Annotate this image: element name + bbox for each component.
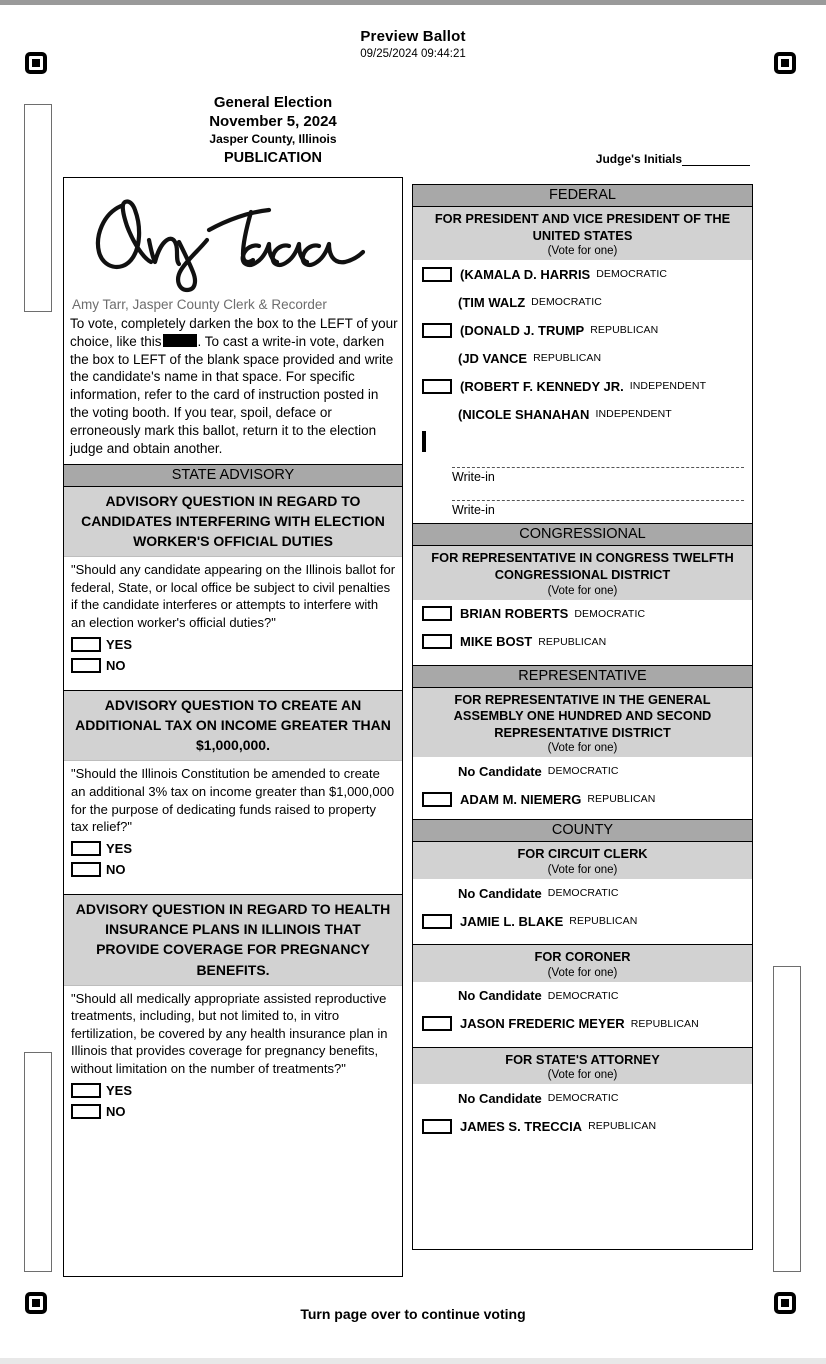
advisory-question-3-yes[interactable] bbox=[64, 1080, 402, 1101]
advisory-question-3-no[interactable] bbox=[64, 1101, 402, 1122]
candidate-party: REPUBLICAN bbox=[569, 915, 638, 927]
vote-box[interactable] bbox=[422, 267, 452, 282]
vote-box[interactable] bbox=[71, 862, 101, 877]
writein-slot-2[interactable] bbox=[413, 500, 752, 517]
spacer bbox=[413, 656, 752, 665]
candidate-row[interactable] bbox=[413, 785, 752, 813]
candidate-name: (KAMALA D. HARRIS bbox=[460, 266, 591, 282]
vote-box[interactable] bbox=[71, 658, 101, 673]
vote-for-circuit-clerk: (Vote for one) bbox=[413, 864, 752, 879]
page-bottom-edge bbox=[0, 1358, 826, 1364]
candidate-party: DEMOCRATIC bbox=[547, 887, 619, 899]
clerk-signature-block bbox=[64, 178, 402, 312]
preview-timestamp: 09/25/2024 09:44:21 bbox=[360, 48, 466, 60]
candidate-row[interactable] bbox=[413, 1112, 752, 1140]
judge-initials-rule[interactable] bbox=[682, 154, 750, 166]
spacer bbox=[64, 880, 402, 888]
candidate-party: REPUBLICAN bbox=[538, 635, 607, 648]
alignment-mark-top-right bbox=[774, 52, 796, 74]
choice-label: NO bbox=[106, 1103, 126, 1119]
contest-office-states-attorney: FOR STATE'S ATTORNEY bbox=[413, 1048, 752, 1070]
advisory-question-1-yes[interactable] bbox=[64, 634, 402, 655]
candidate-name: No Candidate bbox=[458, 763, 542, 779]
vote-box[interactable] bbox=[422, 914, 452, 929]
section-band-state-advisory: STATE ADVISORY bbox=[64, 464, 402, 487]
contest-office-coroner: FOR CORONER bbox=[413, 945, 752, 967]
candidate-name: JAMIE L. BLAKE bbox=[460, 913, 564, 929]
candidate-party: INDEPENDENT bbox=[629, 380, 707, 393]
candidate-name: No Candidate bbox=[458, 988, 542, 1004]
advisory-question-3-heading: ADVISORY QUESTION IN REGARD TO HEALTH INSURANCE PLANS IN ILLINOIS THAT PROVIDE COVERAGE FOR PREGNANCY BENEFITS. bbox=[64, 895, 402, 986]
judge-initials bbox=[596, 152, 750, 166]
choice-label: NO bbox=[106, 861, 126, 877]
clerk-signature-icon bbox=[83, 184, 383, 296]
candidate-row[interactable] bbox=[413, 907, 752, 935]
section-band-federal: FEDERAL bbox=[413, 185, 752, 207]
choice-label: YES bbox=[106, 636, 133, 652]
sample-filled-box-icon bbox=[163, 334, 197, 347]
contest-office-president: FOR PRESIDENT AND VICE PRESIDENT OF THE UNITED STATES bbox=[413, 207, 752, 245]
candidate-name: ADAM M. NIEMERG bbox=[460, 791, 582, 807]
section-band-county: COUNTY bbox=[413, 819, 752, 842]
timing-bar-left-lower bbox=[24, 1052, 52, 1272]
choice-label: YES bbox=[106, 840, 133, 856]
advisory-question-3-text: "Should all medically appropriate assisted reproductive treatments, including, but not limited to, in vitro fertilization, be covered by any health insurance plan in Illinois that provides coverage for pregnancy benefits, without limitation on the number of treatments?" bbox=[71, 990, 388, 1077]
candidate-party: REPUBLICAN bbox=[587, 793, 656, 806]
candidate-row[interactable] bbox=[413, 316, 752, 344]
candidate-name: (NICOLE SHANAHAN bbox=[458, 406, 590, 422]
candidate-row bbox=[413, 400, 752, 428]
advisory-question-2-heading: ADVISORY QUESTION TO CREATE AN ADDITIONAL TAX ON INCOME GREATER THAN $1,000,000. bbox=[64, 691, 402, 762]
candidate-row bbox=[413, 879, 752, 907]
writein-label: Write-in bbox=[452, 470, 495, 485]
advisory-question-2-no[interactable] bbox=[64, 859, 402, 880]
vote-box[interactable] bbox=[71, 1083, 101, 1098]
ballot-heading bbox=[63, 94, 753, 166]
vote-box[interactable] bbox=[422, 379, 452, 394]
section-band-representative: REPRESENTATIVE bbox=[413, 665, 752, 688]
instructions-text-part1: To vote, completely darken the box to the LEFT of your choice, like this bbox=[70, 316, 398, 349]
candidate-party: REPUBLICAN bbox=[590, 324, 659, 337]
preview-title: Preview Ballot bbox=[360, 28, 466, 45]
candidate-row[interactable] bbox=[413, 600, 752, 628]
advisory-question-2 bbox=[64, 691, 402, 888]
vote-box[interactable] bbox=[71, 841, 101, 856]
vote-box[interactable] bbox=[422, 606, 452, 621]
writein-line[interactable] bbox=[452, 500, 744, 501]
candidate-party: REPUBLICAN bbox=[588, 1120, 657, 1133]
election-date: November 5, 2024 bbox=[209, 113, 337, 130]
vote-box[interactable] bbox=[422, 792, 452, 807]
candidate-name: No Candidate bbox=[458, 1090, 542, 1106]
clerk-caption: Amy Tarr, Jasper County Clerk & Recorder bbox=[72, 297, 327, 312]
candidate-name: (JD VANCE bbox=[458, 350, 528, 366]
ballot-column-left bbox=[63, 177, 403, 1277]
advisory-question-1-no[interactable] bbox=[64, 655, 402, 676]
candidate-name: MIKE BOST bbox=[460, 634, 533, 649]
vote-box[interactable] bbox=[71, 1104, 101, 1119]
candidate-name: No Candidate bbox=[458, 885, 542, 901]
candidate-party: REPUBLICAN bbox=[630, 1017, 699, 1030]
vote-box[interactable] bbox=[422, 1016, 452, 1031]
candidate-party: DEMOCRATIC bbox=[547, 765, 619, 778]
voting-instructions bbox=[64, 315, 402, 464]
contest-office-circuit-clerk: FOR CIRCUIT CLERK bbox=[413, 842, 752, 864]
candidate-name: JASON FREDERIC MEYER bbox=[460, 1016, 625, 1032]
spacer bbox=[64, 676, 402, 684]
timing-bar-left-upper bbox=[24, 104, 52, 312]
advisory-question-2-yes[interactable] bbox=[64, 838, 402, 859]
writein-option[interactable] bbox=[413, 428, 752, 451]
jurisdiction: Jasper County, Illinois bbox=[209, 132, 337, 146]
vote-for-coroner: (Vote for one) bbox=[413, 967, 752, 982]
advisory-question-1-heading: ADVISORY QUESTION IN REGARD TO CANDIDATES INTERFERING WITH ELECTION WORKER'S OFFICIAL DUTIES bbox=[64, 487, 402, 558]
candidate-row bbox=[413, 757, 752, 785]
vote-box[interactable] bbox=[422, 431, 426, 452]
candidate-name: (TIM WALZ bbox=[458, 294, 526, 310]
spacer bbox=[413, 1038, 752, 1047]
vote-for-general-assembly: (Vote for one) bbox=[413, 742, 752, 757]
page-top-edge bbox=[0, 0, 826, 5]
spacer bbox=[413, 935, 752, 944]
preview-header bbox=[0, 28, 826, 60]
judge-initials-label: Judge's Initials bbox=[595, 152, 682, 166]
contest-office-general-assembly: FOR REPRESENTATIVE IN THE GENERAL ASSEMBLY ONE HUNDRED AND SECOND REPRESENTATIVE DISTRICT bbox=[413, 688, 752, 743]
vote-box[interactable] bbox=[422, 323, 452, 338]
candidate-row bbox=[413, 344, 752, 372]
candidate-row bbox=[413, 1084, 752, 1112]
instructions-text-part2: . To cast a write-in vote, darken the box to LEFT of the blank space provided and write the candidate's name in that space. For specific information, refer to the card of instruction posted in the voting booth. If you tear, spoil, deface or erroneously mark this ballot, return it to the election judge and obtain another. bbox=[70, 333, 394, 456]
section-band-congressional: CONGRESSIONAL bbox=[413, 523, 752, 546]
vote-for-congress: (Vote for one) bbox=[413, 585, 752, 600]
election-name: General Election bbox=[213, 94, 333, 111]
advisory-question-1-text: "Should any candidate appearing on the Illinois ballot for federal, State, or local office be subject to civil penalties if the candidate interferes or attempts to interfere with an election worker's official duties?" bbox=[71, 562, 396, 631]
candidate-name: (ROBERT F. KENNEDY JR. bbox=[460, 378, 624, 394]
ballot-style: PUBLICATION bbox=[223, 150, 322, 166]
alignment-mark-top-left bbox=[25, 52, 47, 74]
candidate-row[interactable] bbox=[413, 260, 752, 288]
vote-for-states-attorney: (Vote for one) bbox=[413, 1069, 752, 1084]
candidate-party: DEMOCRATIC bbox=[574, 607, 646, 620]
candidate-row bbox=[413, 982, 752, 1010]
advisory-question-2-text: "Should the Illinois Constitution be amended to create an additional 3% tax on income greater than $1,000,000 for the purpose of dedicating funds raised to property tax relief?" bbox=[71, 766, 395, 835]
candidate-name: JAMES S. TRECCIA bbox=[460, 1118, 583, 1134]
choice-label: YES bbox=[106, 1082, 133, 1098]
candidate-party: INDEPENDENT bbox=[595, 408, 672, 421]
advisory-question-1 bbox=[64, 487, 402, 684]
timing-bar-right-lower bbox=[773, 966, 801, 1272]
choice-label: NO bbox=[106, 657, 126, 673]
candidate-party: DEMOCRATIC bbox=[547, 1092, 619, 1105]
candidate-name: (DONALD J. TRUMP bbox=[460, 322, 585, 338]
vote-box[interactable] bbox=[422, 1119, 452, 1134]
writein-label: Write-in bbox=[452, 503, 495, 518]
writein-slot-1[interactable] bbox=[413, 467, 752, 484]
vote-box[interactable] bbox=[71, 637, 101, 652]
candidate-row[interactable] bbox=[413, 628, 752, 656]
advisory-question-3 bbox=[64, 895, 402, 1122]
candidate-name: BRIAN ROBERTS bbox=[460, 606, 569, 621]
ballot-column-right bbox=[412, 184, 753, 1250]
footer-note: Turn page over to continue voting bbox=[300, 1306, 526, 1322]
contest-office-congress: FOR REPRESENTATIVE IN CONGRESS TWELFTH CONGRESSIONAL DISTRICT bbox=[413, 546, 752, 584]
candidate-row[interactable] bbox=[413, 372, 752, 400]
candidate-party: DEMOCRATIC bbox=[596, 268, 668, 281]
writein-line[interactable] bbox=[452, 467, 744, 468]
candidate-row bbox=[413, 288, 752, 316]
vote-box[interactable] bbox=[422, 634, 452, 649]
candidate-party: REPUBLICAN bbox=[533, 352, 602, 365]
candidate-party: DEMOCRATIC bbox=[547, 989, 619, 1002]
candidate-row[interactable] bbox=[413, 1010, 752, 1038]
vote-for-president: (Vote for one) bbox=[413, 245, 752, 260]
candidate-party: DEMOCRATIC bbox=[531, 296, 602, 309]
